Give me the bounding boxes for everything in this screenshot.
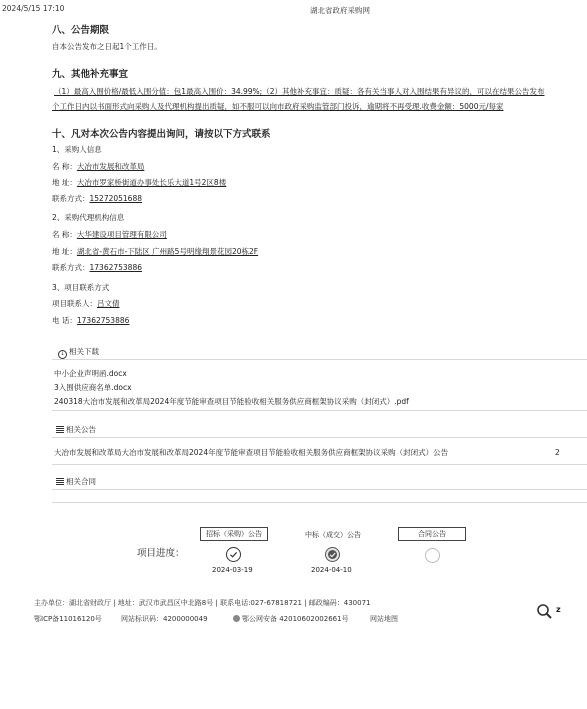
notices-title: 相关公告 <box>66 425 96 434</box>
agency-name: 大华建设项目管理有限公司 <box>76 230 167 239</box>
side-tool-label: z <box>556 605 561 614</box>
footer-site-code: 网站标识码：4200000049 <box>121 615 208 623</box>
download-icon: ↓ <box>58 350 67 359</box>
footer-police: 鄂公网安备 42010602002661号 <box>242 615 349 623</box>
purchaser-name: 大冶市发展和改革局 <box>76 162 145 171</box>
project-person-label: 项目联系人： <box>52 299 97 308</box>
agency-heading: 2、采购代理机构信息 <box>52 213 125 222</box>
purchaser-name-row <box>52 161 144 172</box>
section9-line2: 个工作日内以书面形式向采购人及代理机构提出质疑，如不服可以向市政府采购监管部门投诉，逾期将不再受理.收费金额：5000元/每家 <box>52 102 504 111</box>
list-icon <box>56 426 64 433</box>
section10-title: 十、凡对本次公告内容提出询问，请按以下方式联系 <box>52 129 271 140</box>
notice-date-fragment: 2 <box>555 448 560 457</box>
step-contract-box[interactable] <box>398 527 466 541</box>
project-person-row <box>52 298 120 309</box>
project-phone-row <box>52 315 129 326</box>
contracts-title: 相关合同 <box>66 477 96 486</box>
agency-addr-row <box>52 246 258 257</box>
contracts-panel <box>52 489 587 503</box>
footer-info: 主办单位：湖北省财政厅 | 地址：武汉市武昌区中北路8号 | 联系电话:027-67818721 | 邮政编码：430071 <box>34 599 371 607</box>
project-person: 吕文倩 <box>97 299 120 308</box>
project-phone-label: 电 话： <box>52 316 77 325</box>
step-tender-label: 招标（采购）公告 <box>206 530 262 538</box>
downloads-title: 相关下载 <box>69 347 99 356</box>
section8-title: 八、公告期限 <box>52 25 110 36</box>
agency-name-row <box>52 229 167 240</box>
footer-icp[interactable]: 鄂ICP备11016120号 <box>34 615 102 623</box>
purchaser-heading: 1、采购人信息 <box>52 145 102 154</box>
agency-contact: 17362753886 <box>89 263 142 272</box>
downloads-title-row <box>58 346 99 359</box>
purchaser-contact-label: 联系方式： <box>52 194 90 203</box>
agency-contact-label: 联系方式： <box>52 263 90 272</box>
agency-addr: 湖北省-黄石市-下陆区 广州路5号明缘翔景花园20栋2F <box>76 247 259 256</box>
agency-addr-label: 地 址： <box>52 247 77 256</box>
step-tender-box[interactable] <box>200 527 268 541</box>
footer-police-row[interactable] <box>233 614 349 624</box>
notices-title-row <box>56 424 96 435</box>
side-search-icon[interactable] <box>536 603 554 621</box>
project-heading: 3、项目联系方式 <box>52 283 110 292</box>
contracts-title-row <box>56 476 96 487</box>
progress-label: 项目进度： <box>137 548 185 559</box>
print-site-name: 湖北省政府采购网 <box>310 6 370 15</box>
project-phone: 17362753886 <box>76 316 130 325</box>
step-contract-label: 合同公告 <box>418 530 446 538</box>
agency-name-label: 名 称： <box>52 230 77 239</box>
step-done-check-icon <box>226 547 241 562</box>
step-tender-date: 2024-03-19 <box>212 566 253 574</box>
download-file-1[interactable]: 中小企业声明函.docx <box>54 369 127 378</box>
section8-text: 自本公告发布之日起1个工作日。 <box>52 42 162 51</box>
footer-sitemap[interactable]: 网站地图 <box>370 615 398 623</box>
section9-line1: （1）最高入围价格/最低入围分值：包1最高入围价：34.99%;（2）其他补充事宜：质疑：各有关当事人对入围结果有异议的，可以在结果公告发布 <box>54 87 545 96</box>
download-file-2[interactable]: 3入围供应商名单.docx <box>54 383 132 392</box>
agency-contact-row <box>52 262 142 273</box>
print-datetime: 2024/5/15 17:10 <box>2 4 65 13</box>
purchaser-contact: 15272051688 <box>89 194 142 203</box>
police-badge-icon <box>233 615 240 622</box>
purchaser-addr: 大冶市罗家桥街道办事处长乐大道1号2区8楼 <box>76 178 227 187</box>
download-file-3[interactable]: 240318大冶市发展和改革局2024年度节能审查项目节能验收相关服务供应商框架协议采购（封闭式）.pdf <box>54 397 409 406</box>
purchaser-addr-row <box>52 177 226 188</box>
purchaser-contact-row <box>52 193 142 204</box>
notice-link[interactable]: 大冶市发展和改革局大冶市发展和改革局2024年度节能审查项目节能验收相关服务供应商框架协议采购（封闭式）公告 <box>54 448 449 457</box>
purchaser-name-label: 名 称： <box>52 162 77 171</box>
step-pending-circle-icon <box>425 548 440 563</box>
section9-title: 九、其他补充事宜 <box>52 69 129 80</box>
step-award-date: 2024-04-10 <box>311 566 352 574</box>
step-award-label[interactable]: 中标（成交）公告 <box>305 531 361 539</box>
step-current-icon <box>325 547 340 562</box>
purchaser-addr-label: 地 址： <box>52 178 77 187</box>
list-icon <box>56 478 64 485</box>
